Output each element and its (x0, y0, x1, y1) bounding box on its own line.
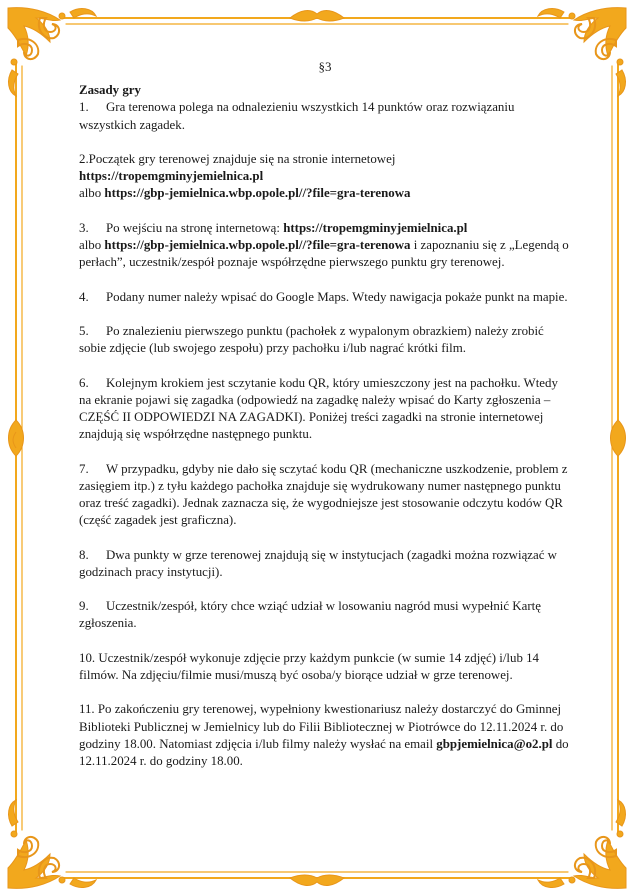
rules-title: Zasady gry (79, 83, 141, 98)
rule-number: 5. (79, 323, 89, 338)
rule-text: Po wejściu na stronę internetową: (106, 220, 284, 235)
rule-number: 3. (79, 220, 89, 235)
rule-6 (79, 375, 571, 444)
rule-1 (79, 99, 571, 133)
rule-text: Po znalezieniu pierwszego punktu (pachołek z wypalonym obrazkiem) należy zrobić sobie zdjęcie (lub swojego zespołu) przy pachołku i/lub nagrać krótki film. (79, 323, 544, 356)
library-link[interactable]: https://gbp-jemielnica.wbp.opole.pl//?file=gra-terenowa (104, 238, 411, 252)
rule-text: Po zakończeniu gry terenowej, wypełniony kwestionariusz należy dostarczyć do Gminnej Biblioteki Publicznej w Jemielnicy lub do Filii Bibliotecznej w Piotrówce do 12.11.2024 r. do godziny 18.00. Natomiast zdjęcia i/lub filmy należy wysłać na email (79, 702, 564, 751)
rule-text: Gra terenowa polega na odnalezieniu wszystkich 14 punktów oraz rozwiązaniu wszystkich zagadek. (79, 100, 515, 132)
rule-11 (79, 701, 571, 770)
rule-number: 8. (79, 547, 89, 562)
rule-3 (79, 220, 571, 272)
rule-number: 11. (79, 702, 95, 717)
rule-text: do 12.11.2024 r. do godziny 18.00. (79, 736, 569, 768)
bottom-ornament (290, 875, 344, 885)
rule-number: 4. (79, 289, 89, 304)
rule-text: albo (79, 186, 105, 201)
rule-4 (79, 289, 571, 306)
top-ornament (290, 11, 344, 21)
rule-10 (79, 650, 571, 684)
rule-text: Podany numer należy wpisać do Google Maps. Wtedy nawigacja pokaże punkt na mapie. (106, 289, 568, 304)
rule-number: 9. (79, 599, 89, 614)
rule-8 (79, 547, 571, 581)
rule-number: 10. (79, 650, 96, 665)
rule-text: albo (79, 238, 105, 252)
rule-number: 1. (79, 100, 89, 115)
rule-text: Dwa punkty w grze terenowej znajdują się w instytucjach (zagadki można rozwiązać w godzinach pracy instytucji). (79, 547, 557, 579)
rule-7 (79, 461, 571, 530)
rule-2 (79, 151, 571, 203)
section-number: §3 (318, 59, 332, 74)
website-link[interactable]: https://tropemgminyjemielnica.pl (79, 169, 264, 184)
rule-number: 2. (79, 152, 89, 166)
rule-text: Uczestnik/zespół, który chce wziąć udział w losowaniu nagród musi wypełnić Kartę zgłoszenia. (79, 599, 541, 631)
rule-text: Kolejnym krokiem jest sczytanie kodu QR, który umieszczony jest na pachołku. Wtedy na ekranie pojawi się zagadka (odpowiedź na zagadkę należy wpisać do Karty zgłoszenia – CZĘŚĆ II ODPOWIEDZI NA ZAGADKI). Poniżej treści zagadki na stronie internetowej znajdują się współrzędne następnego punktu. (79, 375, 558, 442)
rule-text: Uczestnik/zespół wykonuje zdjęcie przy każdym punkcie (w sumie 14 zdjęć) i/lub 14 filmów. Na zdjęciu/filmie musi/muszą być osoba/y biorące udział w grze terenowej. (79, 650, 540, 682)
rule-text: W przypadku, gdyby nie dało się sczytać kodu QR (mechaniczne uszkodzenie, problem z zasięgiem itp.) z tyłu każdego pachołka znajduje się wydrukowany numer następnego punktu oraz treść zagadki). Jednak zaznacza się, że wygodniejsze jest stosowanie odczytu kodów QR (część zagadek jest graficzna). (79, 461, 568, 528)
rule-text: i zapoznaniu się z „Legendą o perłach”, uczestnik/zespół poznaje współrzędne pierwszego punktu gry terenowej. (79, 238, 569, 270)
rule-9 (79, 598, 571, 632)
rule-number: 7. (79, 461, 89, 476)
document-content (79, 58, 571, 787)
website-link[interactable]: https://tropemgminyjemielnica.pl (283, 220, 468, 235)
rule-5 (79, 323, 571, 357)
email-link[interactable]: gbpjemielnica@o2.pl (436, 736, 553, 751)
rule-text: Początek gry terenowej znajduje się na stronie internetowej (88, 152, 396, 166)
side-ornament-right (611, 420, 626, 456)
rule-number: 6. (79, 375, 89, 390)
side-ornament-left (9, 420, 24, 456)
library-link[interactable]: https://gbp-jemielnica.wbp.opole.pl//?file=gra-terenowa (104, 186, 411, 201)
